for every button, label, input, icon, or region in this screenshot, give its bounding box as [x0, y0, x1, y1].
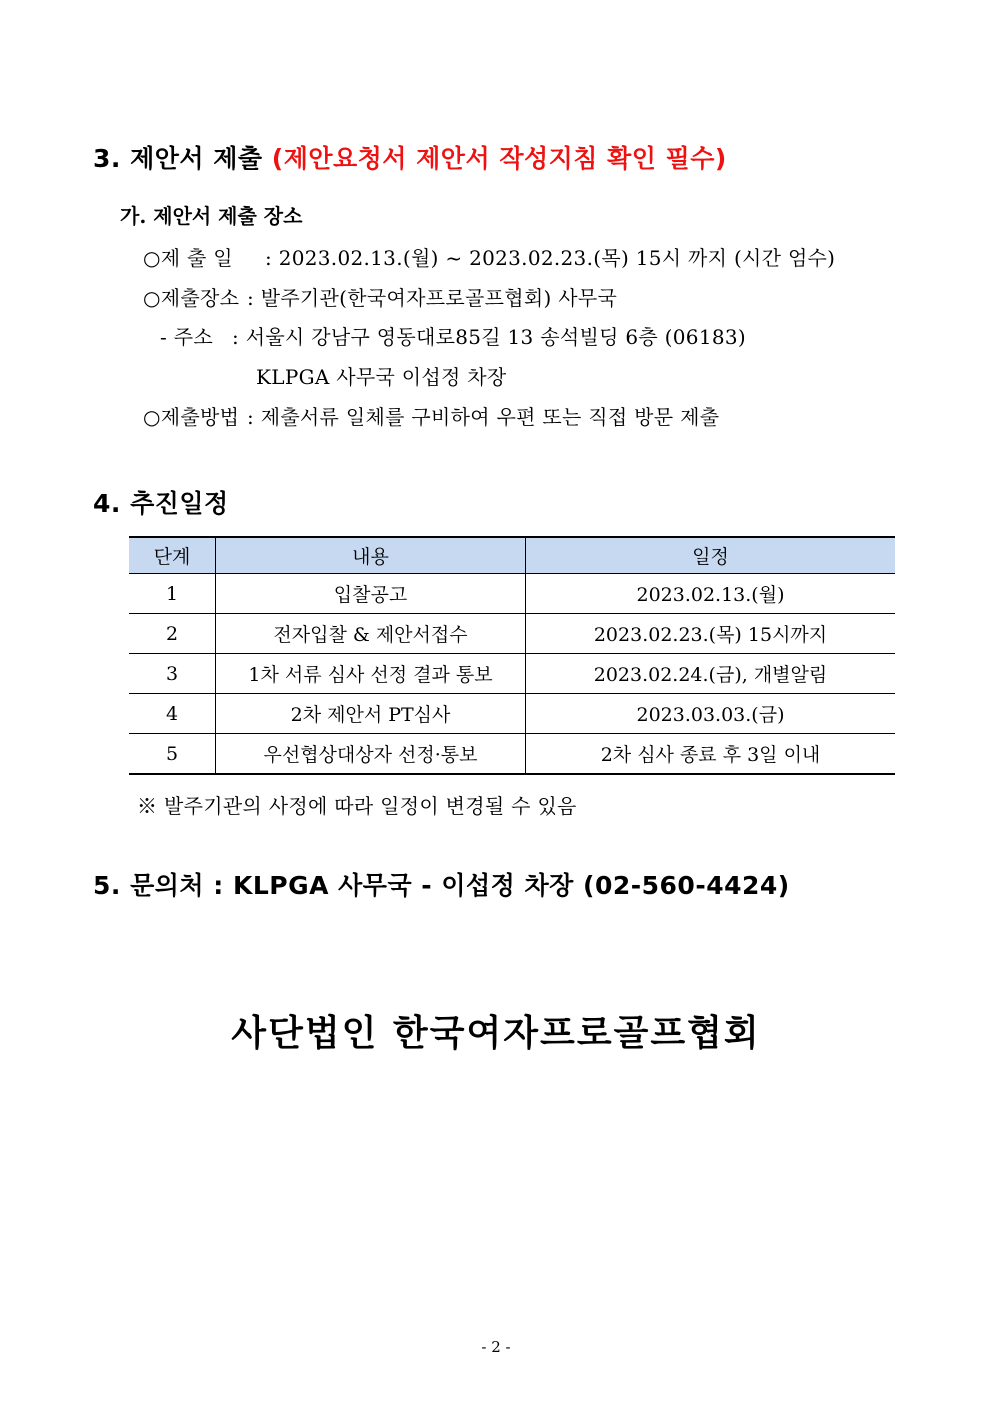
section3-subtitle: 가. 제안서 제출 장소 — [120, 204, 303, 228]
schedule-cell: 2023.02.24.(금), 개별알림 — [526, 654, 896, 694]
section3-title: 3. 제안서 제출 — [93, 144, 263, 173]
submission-place-label: ○제출장소 — [143, 286, 240, 310]
stage-cell: 5 — [129, 734, 216, 775]
submission-place-line — [143, 282, 617, 311]
schedule-cell: 2차 심사 종료 후 3일 이내 — [526, 734, 896, 775]
table-row — [129, 654, 895, 694]
address-value: : 서울시 강남구 영동대로85길 13 송석빌딩 6층 (06183) — [232, 325, 747, 349]
section3-note: (제안요청서 제안서 작성지침 확인 필수) — [271, 144, 727, 173]
table-row — [129, 734, 895, 775]
stage-cell: 1 — [129, 574, 216, 614]
table-row — [129, 574, 895, 614]
submission-date-label: ○제 출 일 — [143, 246, 233, 270]
schedule-cell: 2023.02.23.(목) 15시까지 — [526, 614, 896, 654]
schedule-cell: 2023.03.03.(금) — [526, 694, 896, 734]
table-row — [129, 694, 895, 734]
submission-date-value: : 2023.02.13.(월) ~ 2023.02.23.(목) 15시 까지 (시간 엄수) — [265, 246, 836, 270]
header-schedule: 일정 — [526, 537, 896, 574]
schedule-cell: 2023.02.13.(월) — [526, 574, 896, 614]
submission-place-value: : 발주기관(한국여자프로골프협회) 사무국 — [247, 286, 618, 310]
address-label: - 주소 — [160, 325, 213, 349]
submission-method-line — [143, 401, 719, 430]
address-line — [160, 321, 746, 350]
schedule-table — [129, 536, 895, 775]
header-stage: 단계 — [129, 537, 216, 574]
stage-cell: 3 — [129, 654, 216, 694]
submission-method-value: : 제출서류 일체를 구비하여 우편 또는 직접 방문 제출 — [247, 405, 720, 429]
stage-cell: 2 — [129, 614, 216, 654]
page-number: - 2 - — [481, 1338, 511, 1356]
organization-name: 사단법인 한국여자프로골프협회 — [231, 1012, 761, 1054]
table-row — [129, 614, 895, 654]
header-content: 내용 — [216, 537, 526, 574]
content-cell: 2차 제안서 PT심사 — [216, 694, 526, 734]
content-cell: 1차 서류 심사 선정 결과 통보 — [216, 654, 526, 694]
content-cell: 전자입찰 & 제안서접수 — [216, 614, 526, 654]
submission-method-label: ○제출방법 — [143, 405, 240, 429]
schedule-note: ※ 발주기관의 사정에 따라 일정이 변경될 수 있음 — [137, 794, 577, 818]
address-contact: KLPGA 사무국 이섭정 차장 — [256, 365, 507, 389]
content-cell: 우선협상대상자 선정·통보 — [216, 734, 526, 775]
section3-heading — [93, 139, 727, 175]
section5-title: 5. 문의처 : KLPGA 사무국 - 이섭정 차장 (02-560-4424) — [93, 871, 790, 900]
section4-title: 4. 추진일정 — [93, 489, 229, 518]
content-cell: 입찰공고 — [216, 574, 526, 614]
schedule-header-row — [129, 537, 895, 574]
stage-cell: 4 — [129, 694, 216, 734]
submission-date-line — [143, 242, 835, 271]
